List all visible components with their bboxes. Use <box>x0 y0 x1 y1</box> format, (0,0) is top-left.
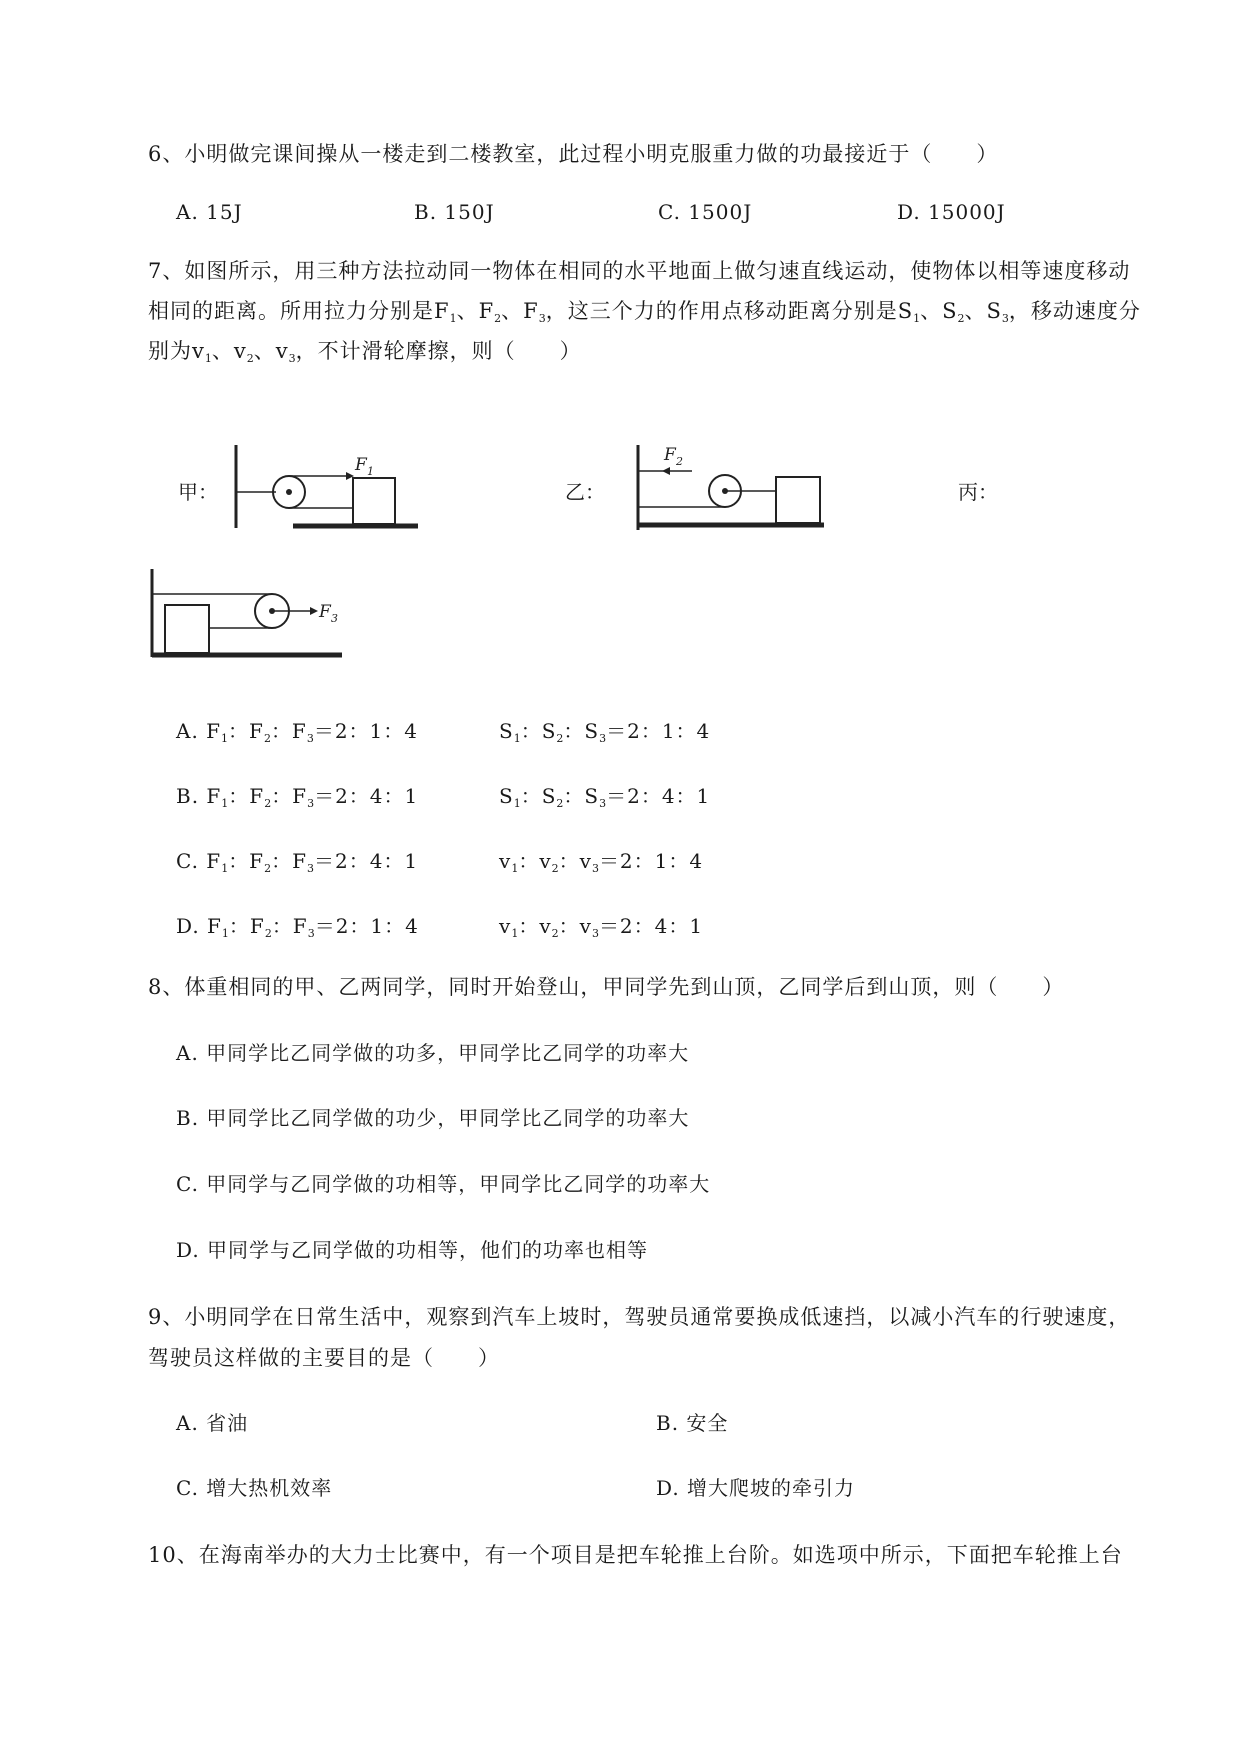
q6-option-b: B. 150J <box>414 200 495 224</box>
f1-label: F <box>355 455 367 475</box>
svg-text:3: 3 <box>331 612 338 625</box>
q7-option-a: A. $F_1$：$F_2$：$F_3=2$：1：4 <box>176 719 419 745</box>
q6-option-c: C. 1500J <box>658 200 753 224</box>
q6-option-d: D. 15000J <box>897 200 1006 224</box>
q7-option-c: C. $F_1$：$F_2$：$F_3=2$：4：1 <box>176 849 419 875</box>
q9-option-c: C. 增大热机效率 <box>176 1476 333 1500</box>
pulley-figure-bing <box>144 565 354 665</box>
q7-stem-line1: 7、如图所示，用三种方法拉动同一物体在相同的水平地面上做匀速直线运动，使物体以相等速度移动 <box>148 259 1131 283</box>
q7-option-d: D. $F_1$：$F_2$：$F_3=2$：1：4 <box>176 914 419 940</box>
q8-option-a: A. 甲同学比乙同学做的功多，甲同学比乙同学的功率大 <box>176 1041 690 1065</box>
q6-stem: 6、小明做完课间操从一楼走到二楼教室，此过程小明克服重力做的功最接近于（ ） <box>148 142 999 166</box>
figure-label-yi: 乙： <box>565 480 605 504</box>
q7-option-a-right: $S_1$：$S_2$：$S_3=2$：1：4 <box>499 719 711 745</box>
q8-stem: 8、体重相同的甲、乙两同学，同时开始登山，甲同学先到山顶，乙同学后到山顶，则（ ） <box>148 975 1065 999</box>
pulley-figure-jia <box>228 440 428 540</box>
q7-option-b: B. $F_1$：$F_2$：$F_3=2$：4：1 <box>176 784 419 810</box>
f2-label: F <box>664 445 676 465</box>
figure-label-bing: 丙： <box>958 480 998 504</box>
q9-option-d: D. 增大爬坡的牵引力 <box>656 1476 856 1500</box>
q7-option-b-right: $S_1$：$S_2$：$S_3=2$：4：1 <box>499 784 711 810</box>
q8-option-b: B. 甲同学比乙同学做的功少，甲同学比乙同学的功率大 <box>176 1106 690 1130</box>
svg-text:1: 1 <box>367 465 374 478</box>
q8-option-c: C. 甲同学与乙同学做的功相等，甲同学比乙同学的功率大 <box>176 1172 711 1196</box>
q9-option-b: B. 安全 <box>656 1411 729 1435</box>
q9-stem-line2: 驾驶员这样做的主要目的是（ ） <box>148 1346 500 1370</box>
q7-option-c-right: $v_1$：$v_2$：$v_3=2$：1：4 <box>499 849 704 875</box>
q9-option-a: A. 省油 <box>176 1411 249 1435</box>
q9-stem-line1: 9、小明同学在日常生活中，观察到汽车上坡时，驾驶员通常要换成低速挡，以减小汽车的行驶速度， <box>148 1305 1131 1329</box>
q7-option-d-right: $v_1$：$v_2$：$v_3=2$：4：1 <box>499 914 704 940</box>
q8-option-d: D. 甲同学与乙同学做的功相等，他们的功率也相等 <box>176 1238 649 1262</box>
q7-stem-line2: 相同的距离。所用拉力分别是$F_1$、$F_2$、$F_3$，这三个力的作用点移动距离分别是$S_1$、$S_2$、$S_3$，移动速度分 <box>148 299 1141 325</box>
pulley-figure-yi <box>630 440 830 540</box>
q6-option-a: A. 15J <box>176 200 243 224</box>
figure-label-jia: 甲： <box>178 480 218 504</box>
q10-stem: 10、在海南举办的大力士比赛中，有一个项目是把车轮推上台阶。如选项中所示，下面把车轮推上台 <box>148 1543 1123 1567</box>
f3-label: F <box>319 602 331 622</box>
q7-stem-line3: 别为$v_1$、$v_2$、$v_3$，不计滑轮摩擦，则（ ） <box>148 339 582 365</box>
svg-text:2: 2 <box>676 455 683 468</box>
